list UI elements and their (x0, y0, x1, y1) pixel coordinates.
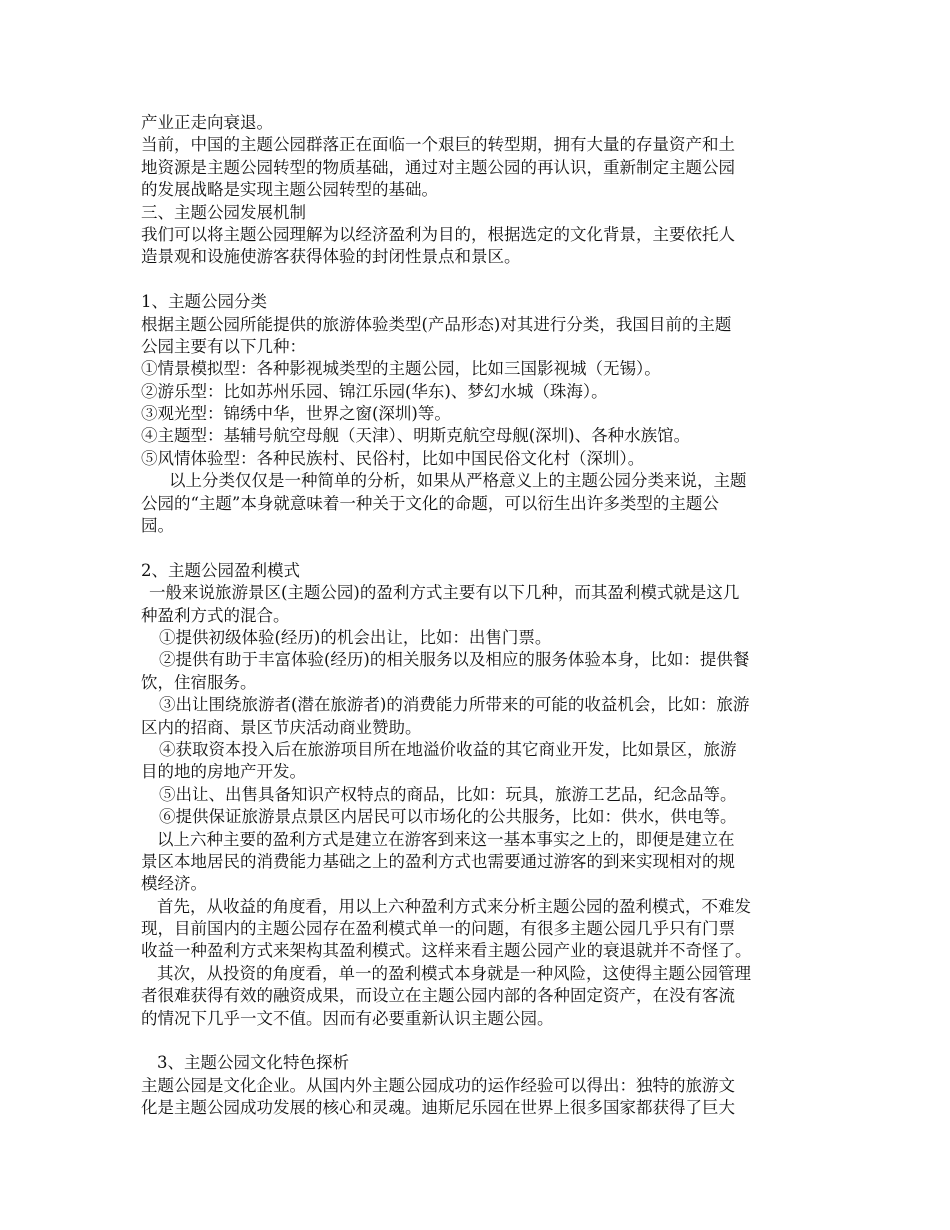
list-item: ⑥提供保证旅游景点景区内居民可以市场化的公共服务，比如：供水，供电等。 (159, 807, 737, 827)
text-line: 化是主题公园成功发展的核心和灵魂。迪斯尼乐园在世界上很多国家都获得了巨大 (141, 1098, 735, 1118)
list-item: ①提供初级体验(经历)的机会出让，比如：出售门票。 (159, 627, 552, 647)
text-line: 园。 (141, 516, 174, 536)
text-line: 地资源是主题公园转型的物质基础，通过对主题公园的再认识，重新制定主题公园 (141, 157, 735, 177)
text-line: 当前，中国的主题公园群落正在面临一个艰巨的转型期，拥有大量的存量资产和土 (141, 135, 735, 155)
text-line: 收益一种盈利方式来架构其盈利模式。这样来看主题公园产业的衰退就并不奇怪了。 (141, 941, 752, 961)
text-line: 一般来说旅游景区(主题公园)的盈利方式主要有以下几种，而其盈利模式就是这几 (149, 583, 740, 603)
list-item: ⑤风情体验型：各种民族村、民俗村，比如中国民俗文化村（深圳）。 (141, 448, 645, 468)
text-line: 者很难获得有效的融资成果，而设立在主题公园内部的各种固定资产，在没有客流 (141, 986, 735, 1006)
text-line: 的情况下几乎一文不值。因而有必要重新认识主题公园。 (141, 1008, 554, 1028)
list-item: ④主题型：基辅号航空母舰（天津）、明斯克航空母舰(深圳)、各种水族馆。 (141, 426, 691, 446)
text-line: 种盈利方式的混合。 (141, 605, 290, 625)
text-line: 以上六种主要的盈利方式是建立在游客到来这一基本事实之上的，即便是建立在 (157, 829, 735, 849)
section-heading: 3、主题公园文化特色探析 (157, 1053, 349, 1073)
text-line: 产业正走向衰退。 (141, 113, 273, 132)
document-page (141, 112, 821, 1120)
text-line: 造景观和设施使游客获得体验的封闭性景点和景区。 (141, 247, 521, 267)
text-line: 目的地的房地产开发。 (141, 762, 306, 782)
section-heading: 三、主题公园发展机制 (141, 202, 306, 222)
text-line: 饮，住宿服务。 (141, 672, 257, 692)
text-line: 我们可以将主题公园理解为以经济盈利为目的，根据选定的文化背景，主要依托人 (141, 224, 735, 244)
text-line: 根据主题公园所能提供的旅游体验类型(产品形态)对其进行分类，我国目前的主题 (141, 314, 732, 334)
blank-line (141, 537, 821, 559)
list-item: ③出让围绕旅游者(潜在旅游者)的消费能力所带来的可能的收益机会，比如：旅游 (159, 695, 750, 715)
section-heading: 2、主题公园盈利模式 (141, 560, 300, 580)
list-item: ②游乐型：比如苏州乐园、锦江乐园(华东)、梦幻水城（珠海）。 (141, 381, 608, 401)
list-item: ④获取资本投入后在旅游项目所在地溢价收益的其它商业开发，比如景区，旅游 (159, 739, 737, 759)
list-item: ⑤出让、出售具备知识产权特点的商品，比如：玩具，旅游工艺品，纪念品等。 (159, 784, 737, 804)
list-item: ③观光型：锦绣中华，世界之窗(深圳)等。 (141, 404, 451, 424)
section-heading: 1、主题公园分类 (141, 292, 267, 312)
list-item: ①情景模拟型：各种影视城类型的主题公园，比如三国影视城（无锡）。 (141, 359, 661, 379)
blank-line (141, 269, 821, 291)
text-line: 主题公园是文化企业。从国内外主题公园成功的运作经验可以得出：独特的旅游文 (141, 1075, 735, 1095)
text-line: 首先，从收益的角度看，用以上六种盈利方式来分析主题公园的盈利模式，不难发 (157, 896, 751, 916)
text-line: 模经济。 (141, 874, 207, 894)
text-line: 其次，从投资的角度看，单一的盈利模式本身就是一种风险，这使得主题公园管理 (157, 963, 751, 983)
text-line: 公园的“主题”本身就意味着一种关于文化的命题，可以衍生出许多类型的主题公 (141, 493, 719, 513)
text-line: 景区本地居民的消费能力基础之上的盈利方式也需要通过游客的到来实现相对的规 (141, 851, 735, 871)
blank-line (141, 1030, 821, 1052)
text-line: 的发展战略是实现主题公园转型的基础。 (141, 180, 438, 200)
list-item: ②提供有助于丰富体验(经历)的相关服务以及相应的服务体验本身，比如：提供餐 (159, 650, 750, 670)
text-line: 公园主要有以下几种： (141, 336, 306, 356)
text-line: 区内的招商、景区节庆活动商业赞助。 (141, 717, 422, 737)
text-line: 以上分类仅仅是一种简单的分析，如果从严格意义上的主题公园分类来说，主题 (169, 471, 747, 491)
text-line: 现，目前国内的主题公园存在盈利模式单一的问题，有很多主题公园几乎只有门票 (141, 919, 735, 939)
